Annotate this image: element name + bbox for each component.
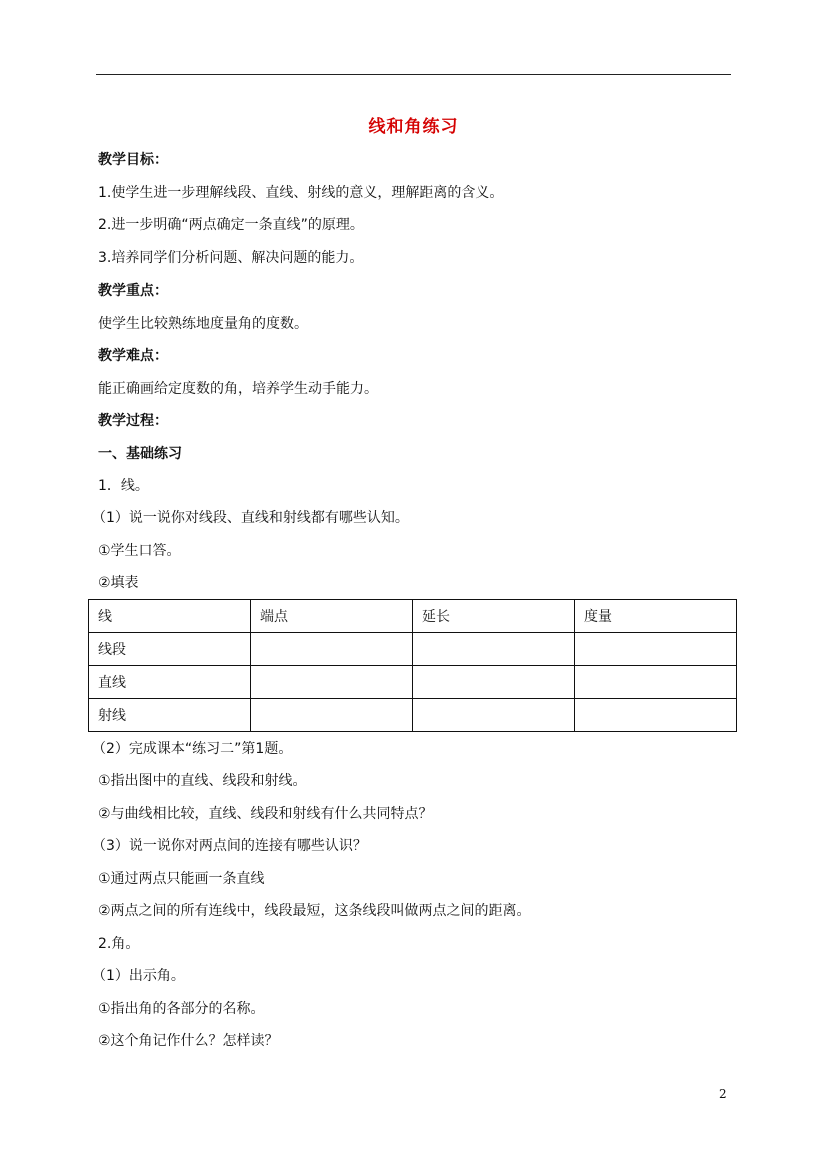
sub-point-oral-answer: ①学生口答。 [98, 543, 181, 559]
table-cell [413, 699, 575, 732]
sub-item-show-angle: （1）出示角。 [92, 968, 185, 984]
table-cell: 直线 [89, 666, 251, 699]
item-angles: 2.角。 [98, 936, 140, 952]
item-lines: 1．线。 [98, 478, 149, 494]
sub-item-1: （1）说一说你对线段、直线和射线都有哪些认知。 [92, 510, 409, 526]
table-header-cell: 延长 [413, 600, 575, 633]
sub-point-shortest: ②两点之间的所有连线中，线段最短，这条线段叫做两点之间的距离。 [98, 903, 531, 919]
section-heading-difficulties: 教学难点： [98, 348, 168, 364]
sub-item-2: （2）完成课本“练习二”第1题。 [92, 741, 293, 757]
sub-point-angle-parts: ①指出角的各部分的名称。 [98, 1001, 265, 1017]
table-header-cell: 端点 [251, 600, 413, 633]
table-cell [251, 699, 413, 732]
table-cell [575, 666, 737, 699]
objective-3: 3.培养同学们分析问题、解决问题的能力。 [98, 250, 364, 266]
sub-point-angle-notation: ②这个角记作什么？怎样读？ [98, 1033, 279, 1049]
table-row [89, 666, 737, 699]
page-number: 2 [719, 1087, 727, 1101]
objective-2: 2.进一步明确“两点确定一条直线”的原理。 [98, 217, 364, 233]
sub-point-one-line: ①通过两点只能画一条直线 [98, 871, 265, 887]
key-point-text: 使学生比较熟练地度量角的度数。 [98, 316, 308, 332]
table-row [89, 699, 737, 732]
sub-item-3: （3）说一说你对两点间的连接有哪些认识？ [92, 838, 367, 854]
table-header-row [89, 600, 737, 633]
table-cell [413, 666, 575, 699]
table-header-cell: 线 [89, 600, 251, 633]
table-cell [251, 666, 413, 699]
objective-1: 1.使学生进一步理解线段、直线、射线的意义，理解距离的含义。 [98, 185, 504, 201]
table-header-cell: 度量 [575, 600, 737, 633]
table-cell [575, 699, 737, 732]
document-title: 线和角练习 [368, 117, 459, 137]
sub-point-compare: ②与曲线相比较，直线、线段和射线有什么共同特点？ [98, 806, 433, 822]
table-cell [575, 633, 737, 666]
fill-in-table [88, 599, 737, 732]
section-heading-key-points: 教学重点： [98, 283, 168, 299]
table-cell: 射线 [89, 699, 251, 732]
section-heading-basic-practice: 一、基础练习 [98, 446, 182, 462]
section-heading-process: 教学过程： [98, 413, 168, 429]
section-heading-objectives: 教学目标： [98, 152, 168, 168]
header-rule [96, 74, 731, 75]
sub-point-fill-table: ②填表 [98, 575, 139, 591]
sub-point-identify: ①指出图中的直线、线段和射线。 [98, 773, 307, 789]
table-cell: 线段 [89, 633, 251, 666]
difficulty-text: 能正确画给定度数的角，培养学生动手能力。 [98, 381, 378, 397]
table-row [89, 633, 737, 666]
table-cell [251, 633, 413, 666]
table-cell [413, 633, 575, 666]
